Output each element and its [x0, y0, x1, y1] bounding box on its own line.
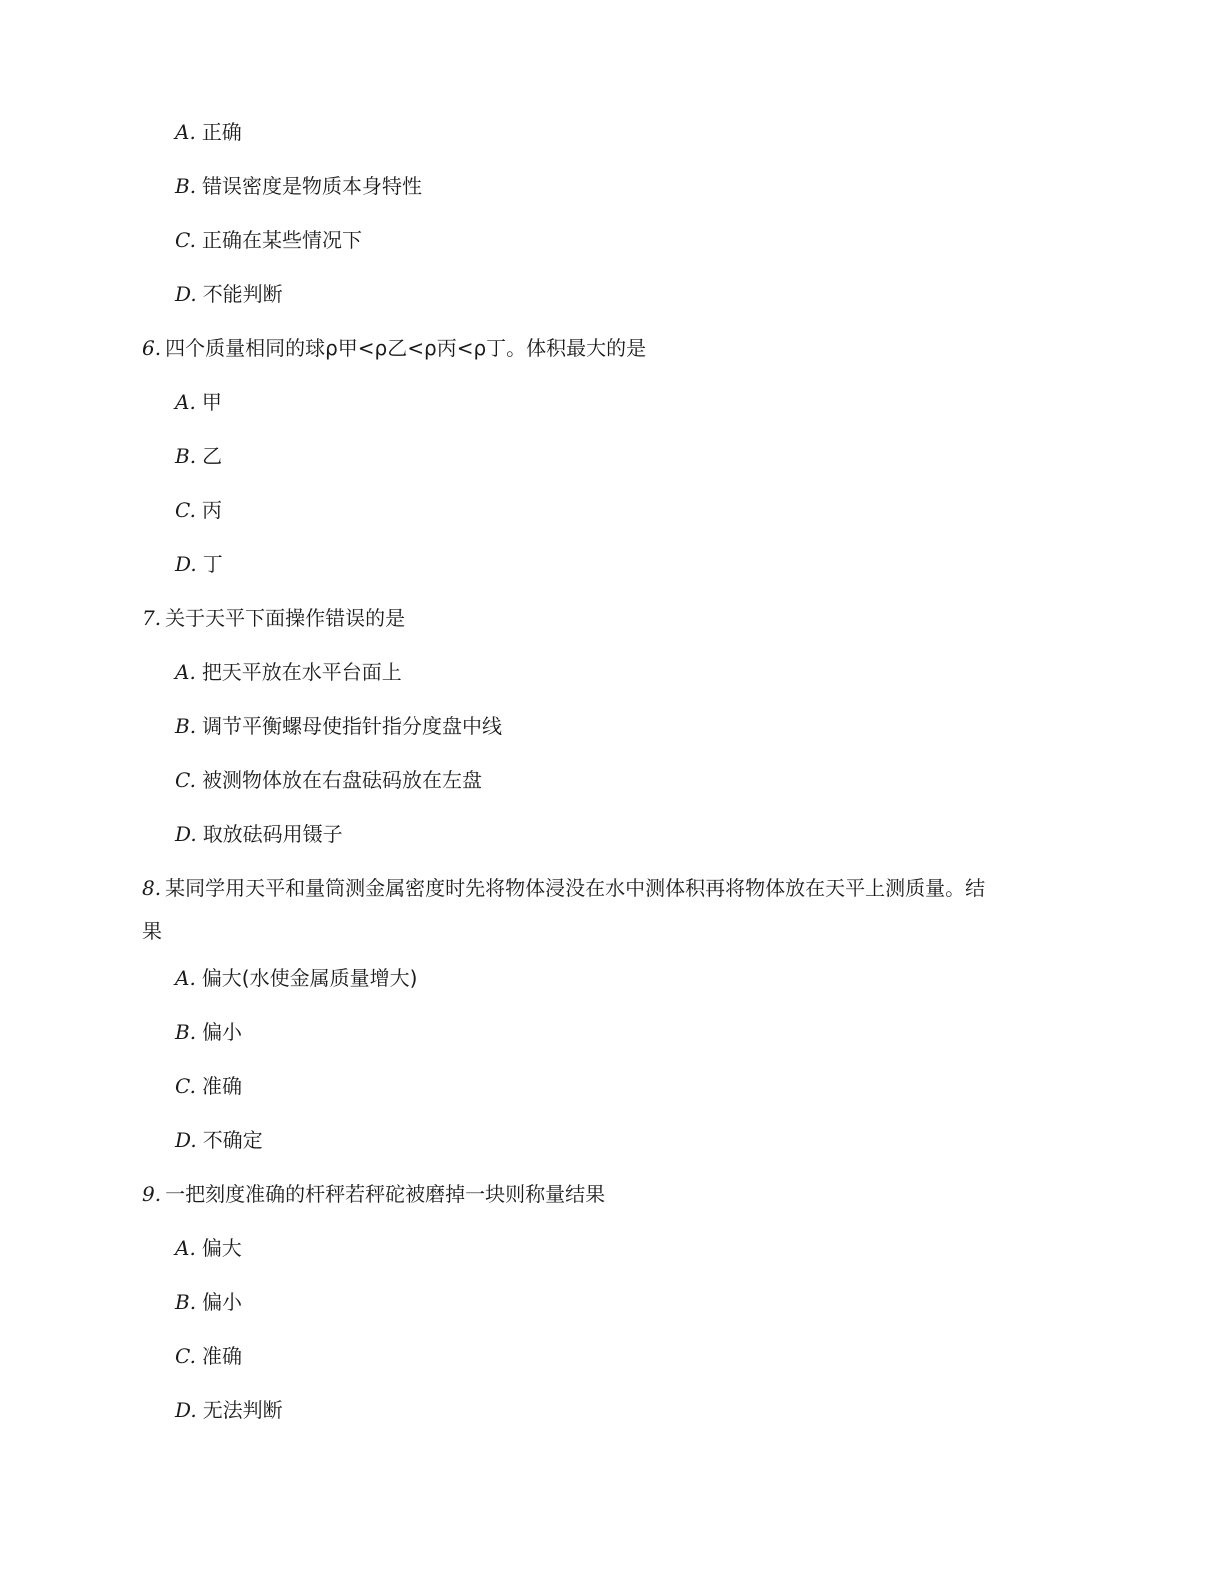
option-text: 甲	[201, 390, 222, 414]
option-text: 把天平放在水平台面上	[201, 660, 402, 684]
question-text: 关于天平下面操作错误的是	[165, 606, 406, 630]
option-label: B.	[175, 1290, 197, 1314]
option-label: C.	[175, 1074, 196, 1098]
option-text: 调节平衡螺母使指针指分度盘中线	[202, 714, 503, 738]
option-label: A.	[175, 1236, 196, 1260]
question-8	[142, 875, 985, 901]
option-a	[175, 659, 402, 685]
option-label: A.	[175, 966, 196, 990]
option-c	[175, 1343, 242, 1369]
option-label: B.	[175, 714, 197, 738]
option-b	[175, 1289, 242, 1315]
option-label: D.	[175, 552, 197, 576]
option-label: C.	[175, 228, 196, 252]
option-text: 不能判断	[202, 282, 283, 306]
option-label: C.	[175, 498, 196, 522]
option-c	[175, 497, 222, 523]
question-text-cont: 果	[142, 919, 162, 943]
option-text: 偏大	[201, 1236, 242, 1260]
option-text: 准确	[201, 1344, 242, 1368]
question-6	[142, 335, 646, 361]
option-b	[175, 173, 422, 199]
option-text: 被测物体放在右盘砝码放在左盘	[201, 768, 482, 792]
option-c	[175, 1073, 242, 1099]
option-label: D.	[175, 1128, 197, 1152]
question-number: 6.	[142, 336, 162, 360]
option-b	[175, 713, 502, 739]
option-text: 无法判断	[202, 1398, 283, 1422]
option-c	[175, 227, 362, 253]
option-text: 正确	[201, 120, 242, 144]
question-text: 四个质量相同的球ρ甲<ρ乙<ρ丙<ρ丁。体积最大的是	[165, 336, 647, 360]
option-text: 错误密度是物质本身特性	[202, 174, 423, 198]
option-d	[175, 551, 223, 577]
option-a	[175, 1235, 242, 1261]
option-a	[175, 389, 222, 415]
option-a	[175, 119, 242, 145]
option-b	[175, 443, 222, 469]
option-d	[175, 821, 343, 847]
option-d	[175, 281, 283, 307]
question-text: 一把刻度准确的杆秤若秤砣被磨掉一块则称量结果	[165, 1182, 606, 1206]
option-b	[175, 1019, 242, 1045]
option-text: 偏小	[202, 1020, 243, 1044]
option-label: A.	[175, 120, 196, 144]
option-label: A.	[175, 660, 196, 684]
question-8-continuation	[142, 918, 162, 944]
question-number: 9.	[142, 1182, 162, 1206]
option-label: A.	[175, 390, 196, 414]
option-label: D.	[175, 282, 197, 306]
option-d	[175, 1397, 283, 1423]
question-number: 7.	[142, 606, 162, 630]
question-7	[142, 605, 405, 631]
option-text: 不确定	[202, 1128, 263, 1152]
question-text: 某同学用天平和量筒测金属密度时先将物体浸没在水中测体积再将物体放在天平上测质量。结	[165, 876, 986, 900]
option-label: C.	[175, 1344, 196, 1368]
option-label: B.	[175, 174, 197, 198]
option-text: 偏大(水使金属质量增大)	[201, 966, 418, 990]
option-label: B.	[175, 444, 197, 468]
question-number: 8.	[142, 876, 162, 900]
option-label: C.	[175, 768, 196, 792]
question-9	[142, 1181, 605, 1207]
option-text: 乙	[202, 444, 223, 468]
option-text: 丙	[201, 498, 222, 522]
option-text: 偏小	[202, 1290, 243, 1314]
option-text: 正确在某些情况下	[201, 228, 362, 252]
option-d	[175, 1127, 263, 1153]
option-text: 准确	[201, 1074, 242, 1098]
option-text: 丁	[202, 552, 223, 576]
option-c	[175, 767, 482, 793]
option-label: D.	[175, 822, 197, 846]
option-label: D.	[175, 1398, 197, 1422]
option-a	[175, 965, 417, 991]
option-text: 取放砝码用镊子	[202, 822, 343, 846]
option-label: B.	[175, 1020, 197, 1044]
